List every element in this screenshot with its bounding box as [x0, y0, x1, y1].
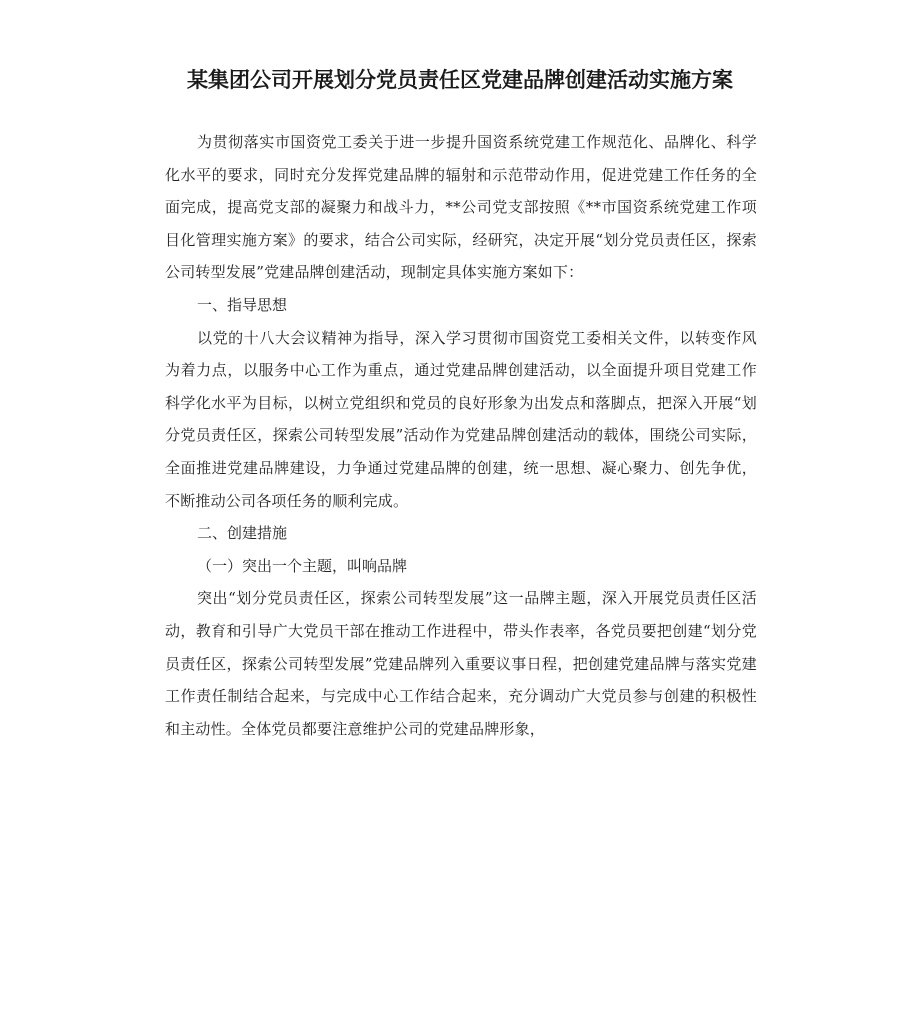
- guiding-ideology-paragraph: 以党的十八大会议精神为指导，深入学习贯彻市国资党工委相关文件，以转变作风为着力点，以服务中心工作为重点，通过党建品牌创建活动，以全面提升项目党建工作科学化水平为目标，以树立党组织和党员的良好形象为出发点和落脚点，把深入开展“划分党员责任区，探索公司转型发展”活动作为党建品牌创建活动的载体，围绕公司实际，全面推进党建品牌建设，力争通过党建品牌的创建，统一思想、凝心聚力、创先争优，不断推动公司各项任务的顺利完成。: [165, 328, 757, 510]
- intro-paragraph: 为贯彻落实市国资党工委关于进一步提升国资系统党建工作规范化、品牌化、科学化水平的要求，同时充分发挥党建品牌的辐射和示范带动作用，促进党建工作任务的全面完成，提高党支部的凝聚力和战斗力，**公司党支部按照《**市国资系统党建工作项目化管理实施方案》的要求，结合公司实际，经研究，决定开展“划分党员责任区，探索公司转型发展”党建品牌创建活动，现制定具体实施方案如下：: [165, 133, 757, 282]
- section-heading-guiding-ideology: 一、指导思想: [197, 295, 288, 314]
- highlight-theme-paragraph: 突出“划分党员责任区，探索公司转型发展”这一品牌主题，深入开展党员责任区活动，教育和引导广大党员干部在推动工作进程中，带头作表率，各党员要把创建“划分党员责任区，探索公司转型发展”党建品牌列入重要议事日程，把创建党建品牌与落实党建工作责任制结合起来，与完成中心工作结合起来，充分调动广大党员参与创建的积极性和主动性。全体党员都要注意维护公司的党建品牌形象，: [165, 589, 757, 738]
- document-title: 某集团公司开展划分党员责任区党建品牌创建活动实施方案: [187, 68, 733, 92]
- section-heading-creation-measures: 二、创建措施: [197, 524, 288, 543]
- document-body: [165, 126, 757, 745]
- subsection-heading-highlight-theme: （一）突出一个主题，叫响品牌: [197, 556, 408, 575]
